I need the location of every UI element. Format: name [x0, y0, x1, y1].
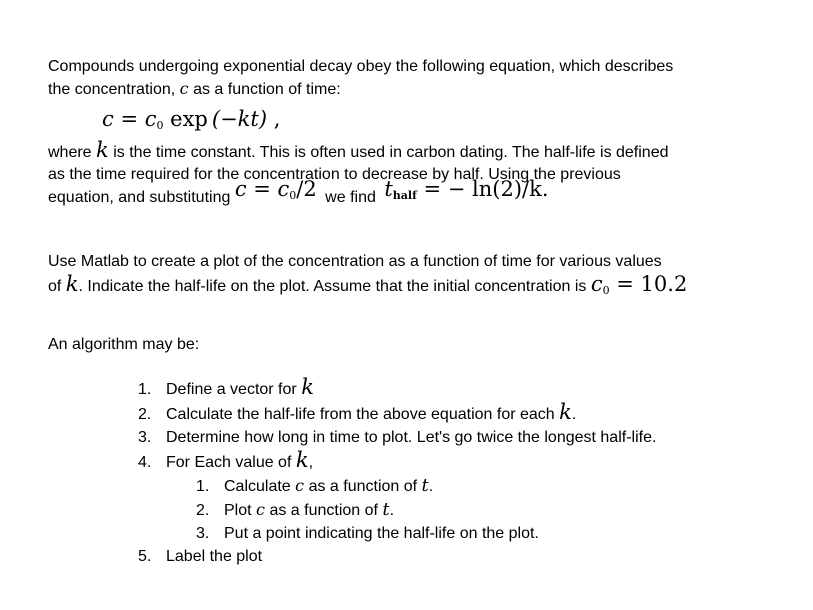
step-num: 3. — [138, 429, 152, 446]
halflife-formula — [384, 178, 548, 201]
p3-var-k: k — [65, 272, 79, 296]
step-text: Define a vector for — [166, 381, 297, 398]
p2-where: where — [48, 144, 92, 161]
step-text: Label the plot — [166, 548, 263, 565]
p3-c0: c — [590, 272, 603, 296]
intro-line-1: Compounds undergoing exponential decay obey the following equation, which describes — [48, 58, 674, 75]
step-text: For Each value of — [166, 454, 292, 471]
step-num: 2. — [138, 406, 152, 423]
substep-text: Put a point indicating the half-life on the plot. — [224, 525, 539, 542]
substep-var2: t — [382, 499, 390, 520]
substep-var: c — [295, 476, 305, 495]
step-var: k — [559, 400, 572, 424]
subst-text: c = c — [234, 177, 290, 201]
step-num: 1. — [138, 381, 152, 398]
eq-lhs: c — [102, 107, 114, 131]
intro-line-2-pre: the concentration, — [48, 81, 176, 98]
var-t: t — [384, 177, 393, 201]
halflife-line-3 — [48, 177, 549, 217]
substep-tail: . — [428, 478, 434, 495]
step-2 — [138, 401, 778, 426]
intro-paragraph — [48, 56, 762, 101]
algorithm-steps — [138, 376, 778, 568]
step-1 — [138, 376, 778, 401]
p3-c0-sub: 0 — [602, 284, 610, 297]
p2-line-3-pre: equation, and substituting — [48, 189, 231, 206]
step-var: k — [295, 448, 309, 472]
eq-equals: = — [113, 107, 145, 131]
substep-var2: t — [421, 475, 429, 496]
step-tail: , — [308, 454, 314, 471]
subst-sub: 0 — [289, 189, 297, 202]
eq-exp: exp — [163, 107, 208, 131]
step-tail: . — [571, 406, 577, 423]
decay-equation — [102, 104, 280, 141]
substep-pre: Calculate — [224, 478, 291, 495]
eq-c0: c — [144, 107, 157, 131]
step-3 — [138, 426, 778, 449]
var-k: k — [96, 138, 109, 162]
substep-var: c — [256, 500, 265, 519]
substep-num: 3. — [196, 525, 210, 542]
substep-num: 1. — [196, 478, 210, 495]
p2-we-find: we find — [325, 189, 376, 206]
halflife-result: = − ln(2)/k. — [416, 177, 549, 201]
subst-tail: /2 — [296, 177, 317, 201]
step-text: Calculate the half-life from the above equation for each — [166, 406, 555, 423]
step-num: 4. — [138, 454, 152, 471]
substep-tail: . — [389, 502, 395, 519]
substep-mid: as a function of — [269, 502, 378, 519]
step-4-1 — [138, 474, 778, 498]
eq-tail: , — [267, 107, 281, 131]
substep-num: 2. — [196, 502, 210, 519]
algorithm-intro: An algorithm may be: — [48, 336, 200, 353]
p3-c0-value: = 10.2 — [609, 272, 688, 296]
step-5 — [138, 545, 778, 568]
eq-arg: (−kt) — [211, 107, 268, 131]
p3-line-1: Use Matlab to create a plot of the concentration as a function of time for various values — [48, 253, 662, 270]
step-text: Determine how long in time to plot. Let's go twice the longest half-life. — [166, 429, 657, 446]
p3-line-2: . Indicate the half-life on the plot. Assume that the initial concentration is — [78, 278, 587, 295]
substep-mid: as a function of — [308, 478, 418, 495]
p2-line-1: is the time constant. This is often used in carbon dating. The half-life is defined — [113, 144, 669, 161]
intro-line-2-post: as a function of time: — [193, 81, 341, 98]
p2-line-2: as the time required for the concentration to decrease by half. Using the previous — [48, 166, 621, 183]
subst-eq — [235, 177, 317, 201]
eq-c0-sub: 0 — [156, 119, 164, 132]
step-4 — [138, 449, 778, 474]
step-4-3 — [138, 522, 778, 545]
step-4-2 — [138, 498, 778, 522]
var-c: c — [179, 79, 189, 98]
task-paragraph — [48, 251, 762, 302]
t-half-sub: half — [392, 189, 417, 202]
p3-of: of — [48, 278, 62, 295]
step-var: k — [301, 375, 314, 399]
step-num: 5. — [138, 548, 152, 565]
substep-pre: Plot — [224, 502, 252, 519]
